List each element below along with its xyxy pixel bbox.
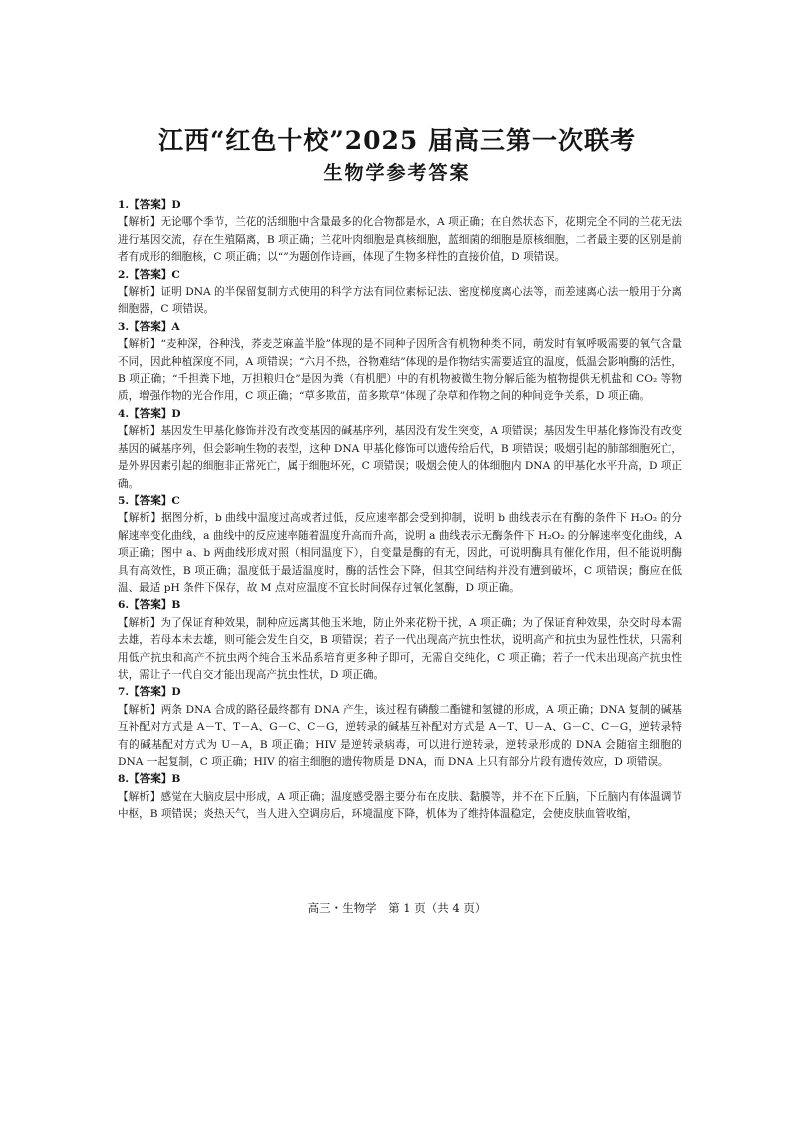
answer-line: 6.【答案】B — [118, 599, 181, 612]
answer-item-2 — [118, 267, 682, 319]
answer-line: 1.【答案】D — [118, 199, 181, 211]
answer-item-3 — [118, 319, 682, 406]
page-title: 江西“红色十校”2025 届高三第一次联考 — [157, 126, 637, 155]
explanation-text: 【解析】两条 DNA 合成的路径最终都有 DNA 产生，该过程有磷酸二酯键和氢键的形成，A 项正确；DNA 复制的碱基互补配对方式是 A－T、T－A、G－C、C－G，逆转录的碱基互补配对方式是 A－T、U－A、G－C、C－G，逆转录特有的碱基配对方式为 U－A，B 项正确；HIV 是逆转录病毒，可以进行逆转录，逆转录形成的 DNA 会随宿主细胞的 DNA 一起复制，C 项正确；HIV 的宿主细胞的遗传物质是 DNA，而 DNA 上只有部分片段有遗传效应，D 项错误。 — [118, 703, 682, 768]
answer-line: 5.【答案】C — [118, 494, 180, 507]
explanation-text: 【解析】无论哪个季节，兰花的活细胞中含量最多的化合物都是水，A 项正确；在自然状态下，花期完全不同的兰花无法进行基因交流，存在生殖隔离，B 项正确；兰花叶肉细胞是真核细胞，蓝细菌的细胞是原核细胞，二者最主要的区别是前者有成形的细胞核，C 项正确；以“”为题创作诗画，体现了生物多样性的直接价值，D 项错误。 — [118, 216, 682, 264]
answer-item-5 — [118, 493, 682, 597]
explanation-text: 【解析】为了保证育种效果，制种应远离其他玉米地，防止外来花粉干扰，A 项正确；为了保证育种效果，杂交时母本需去雄，若母本未去雄，则可能会发生自交，B 项错误；若子一代出现高产抗虫性状，说明高产和抗虫为显性性状，只需利用低产抗虫和高产不抗虫两个纯合玉米品系培育更多种子即可，无需自交纯化，C 项正确；若子一代未出现高产抗虫性状，需让子一代自交才能出现高产抗虫性状，D 项正确。 — [118, 616, 682, 681]
explanation-text: 【解析】证明 DNA 的半保留复制方式使用的科学方法有同位素标记法、密度梯度离心法等，而差速离心法一般用于分离细胞器，C 项错误。 — [118, 286, 682, 316]
page-footer: 高三・生物学 第 1 页（共 4 页） — [307, 901, 487, 915]
explanation-text: 【解析】基因发生甲基化修饰并没有改变基因的碱基序列，基因没有发生突变，A 项错误；基因发生甲基化修饰没有改变基因的碱基序列，但会影响生物的表型，这种 DNA 甲基化修饰可以遗传给后代，B 项错误；吸烟引起的肺部细胞死亡，是外界因素引起的细胞非正常死亡，属于细胞坏死，C 项错误；吸烟会使人的体细胞内 DNA 的甲基化水平升高，D 项正确。 — [118, 425, 682, 490]
answer-item-7 — [118, 684, 682, 771]
page-subtitle: 生物学参考答案 — [323, 162, 471, 184]
answer-item-6 — [118, 597, 682, 684]
explanation-text: 【解析】感觉在大脑皮层中形成，A 项正确；温度感受器主要分布在皮肤、黏膜等，并不在下丘脑，下丘脑内有体温调节中枢，B 项错误；炎热天气，当人进入空调房后，环境温度下降，机体为了维持体温稳定，会使皮肤血管收缩， — [118, 790, 682, 821]
answer-item-4 — [118, 406, 682, 493]
answer-line: 7.【答案】D — [118, 686, 181, 699]
explanation-text: 【解析】据图分析，b 曲线中温度过高或者过低，反应速率都会受到抑制，说明 b 曲线表示在有酶的条件下 H₂O₂ 的分解速率变化曲线，a 曲线中的反应速率随着温度升高而升高，说明 a 曲线表示无酶条件下 H₂O₂ 的分解速率变化曲线，A 项正确；图中 a、b 两曲线形成对照（相同温度下），自变量是酶的有无，因此，可说明酶具有催化作用，但不能说明酶具有高效性，B 项正确；温度低于最适温度时，酶的活性会下降，但其空间结构并没有遭到破坏，C 项错误；酶应在低温、最适 pH 条件下保存，故 M 点对应温度不宜长时间保存过氧化氢酶，D 项正确。 — [118, 512, 682, 594]
answer-line: 3.【答案】A — [118, 320, 180, 333]
answer-line: 4.【答案】D — [118, 407, 181, 420]
answer-list — [118, 197, 682, 824]
answer-line: 2.【答案】C — [118, 268, 180, 281]
answer-line: 8.【答案】B — [118, 773, 181, 786]
explanation-text: 【解析】“麦种深，谷种浅，荞麦芝麻盖半脸”体现的是不同种子因所含有机物种类不同，萌发时有氧呼吸需要的氧气含量不同，因此种植深度不同，A 项错误；“六月不热，谷物难结”体现的是作物结实需要适宜的温度，低温会影响酶的活性，B 项正确；“千担粪下地，万担粮归仓”是因为粪（有机肥）中的有机物被微生物分解后能为植物提供无机盐和 CO₂ 等物质，增强作物的光合作用，C 项正确；“草多欺苗，苗多欺草”体现了杂草和作物之间的种间竞争关系，D 项正确。 — [118, 338, 682, 403]
answer-item-1 — [118, 197, 682, 267]
answer-item-8 — [118, 771, 682, 823]
